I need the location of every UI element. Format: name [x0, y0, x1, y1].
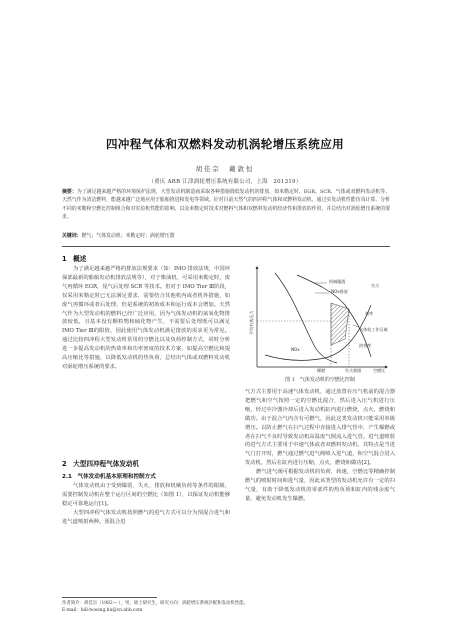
- label-misfire-limit: 失火极限: [345, 368, 362, 373]
- footnote-author-info: 作者简介：胡佳宗（1982— ），男，硕士研究生，研究方向：涡轮增压系统匹配和发动机性能。: [62, 601, 248, 606]
- x-axis-label: 空燃比: [373, 368, 386, 373]
- y-axis-label: 平均有效压力: [249, 310, 254, 335]
- abstract-text: 为了满足越来越严格的环境保护法规，大型发动机制造商采取各种措施降低发动机的排放，如米勒定时、EGR、SCR、气体或双燃料发动机等。天然气作为清洁燃料，能越来越广泛地应用于船舶推进和发电等领域。针对目前天然气的四冲程气体和双燃料发动机，通过实发动机性能仿真计算，分析不同的米勒和空燃比控制组合和对实验机性能的影响，以及米勒定时技术对燃料气体和双燃料发动机经济性和排放的作用，并总结出对涡轮增压系统的要求。: [62, 189, 390, 220]
- label-lean: 稀燃: [317, 368, 326, 373]
- operating-window: [331, 303, 349, 345]
- section-1-paragraph: 为了满足越来越严格的排放法规要求（如：IMO 排放法规，中国环保部最新的船舶发动机排放法规等），对于柴油机，可采用米勒定时，废气再循环 EGR，尾气后处理 SCR 等技术。但对于 IMO Tier Ⅲ阶段，仅采用米勒定时已无法满足要求，需要结合其他机内或者机外措施，如废气再循环或者后处理，但是系统的初始成本和运行成本会增加。天然气作为大型发动机的燃料已经广泛应用，因为气体发动机的氮氧化物排放较低，且基本没有颗粒物和硫化物产生，不需要后处理既可以满足 IMO Tier Ⅲ的限值，因此使用气体发动机满足排放的需求更为常见。通过比较四冲程大型发动机常用的空燃比以及负荷控制方式，同时分析进一步提高发动机的热效率和功率密度的技术方案，如提高空燃比和提高压缩比等措施，以降低发动机的热负荷，总结出气体或双燃料发动机对涡轮增压系统的要求。: [62, 266, 230, 370]
- knock-limit-curve: [275, 273, 337, 363]
- right-column-paragraph-1: 气方式主要用于高速气体发动机，通过放置在压气机前的混合器把燃气和空气按照一定的空燃比混合，然后进入压气机进行压缩，经过中冷器冷却后进入发动机缸内进行燃烧，点火，燃烧和做功。由于混合气内含有可燃气，因此这类发动机只能采用单级增压。以防止燃气在扫气过程中直接进入排气管中，产生爆燃或者在扫气不良时导致发动机高温废气倒流入进气管。进气道喷射的进气方式主要用于中速气体或者双燃料发动机，其特点是当进气门打开时，燃气通过燃气进气阀喷入进气道，和空气混合进入发动机，然后在缸内进行压缩，点火，燃烧和做功[2]。: [245, 389, 395, 467]
- paper-authors: 胡佳宗 戴敦恒: [195, 165, 255, 173]
- header-rule: [62, 246, 390, 247]
- label-knock: 机械爆震: [329, 279, 346, 284]
- abstract-label: 摘要：: [62, 189, 77, 195]
- section-2-body: [62, 482, 230, 527]
- section-2-paragraph-2: 大型四冲程气体发动机按照燃气的进气方式可以分为预混合进气和进气道喷射两种。预混合进: [62, 509, 230, 525]
- keywords-text: 燃气；气体发动机；米勒定时；涡轮增压器: [81, 233, 175, 239]
- label-efficiency-curve: 热效率: [359, 343, 372, 348]
- label-operating-region: 气体机工作区域: [359, 327, 388, 332]
- section-2-paragraph-1: 气体发动机由于受到爆震、失火、排放和机械负荷等条件的限制，需要控制发动机在整个运行区间的空燃比（如图 1），以保证发动机能够稳定可靠地运行[1]。: [62, 483, 230, 507]
- figure-1: [245, 265, 395, 373]
- keywords-label: 关键词：: [62, 233, 82, 239]
- section-1-heading: 1 概述: [62, 255, 87, 263]
- x-axis-arrow: [385, 366, 388, 369]
- right-column-body: [245, 388, 395, 504]
- label-nox-limit: NOx排放: [331, 289, 348, 294]
- footnote-rule: [62, 597, 157, 598]
- label-nox: NOx: [291, 347, 300, 352]
- figure-1-caption: 图 1 气体发动机的空燃比控制: [285, 377, 355, 383]
- section-2-1-heading: 2.1 气体发动机基本原理和控制方式: [62, 474, 156, 480]
- footnote-email: E-mail：bill-hoosng.hu@cn.abb.com: [62, 608, 143, 613]
- paper-title: 四冲程气体和双燃料发动机涡轮增压系统应用: [106, 137, 344, 151]
- paper-affiliation: （重庆 ABB 江津涡轮增压系统有限公司，上海 201319）: [148, 179, 302, 185]
- footnote: [62, 600, 392, 614]
- keywords: [62, 232, 390, 240]
- y-axis-arrow: [256, 266, 259, 269]
- label-misfire: 失火: [371, 283, 380, 288]
- label-thermal-eff: 效率: [365, 311, 374, 316]
- figure-1-diagram: [245, 265, 395, 373]
- abstract: [62, 188, 390, 221]
- right-column-paragraph-2: 燃气进气阀可根据发动机的负荷，转速，空燃比等精确控制燃气的喷射时间和进气量，因此该类型的发动机允许有一定的扫气量，有助于降低发动机的零部件的热负荷和缸内的残余废气量，避免发动机发生爆燃。: [245, 469, 395, 502]
- section-1-body: [62, 265, 230, 372]
- section-2-heading: 2 大型四冲程气体发动机: [62, 460, 140, 468]
